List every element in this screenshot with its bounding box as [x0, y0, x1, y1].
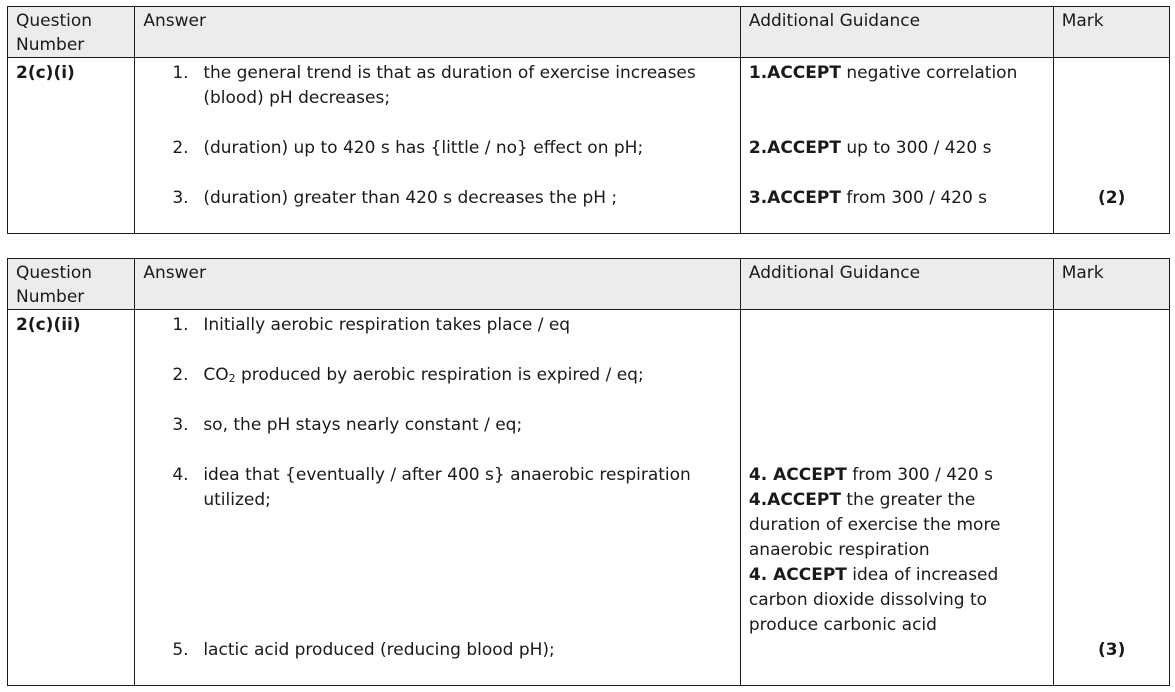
question-number: 2(c)(i): [16, 63, 75, 83]
mark-scheme-table-2ci: [7, 6, 1170, 234]
question-number: 2(c)(ii): [16, 315, 81, 335]
table-header-row: [8, 7, 1170, 58]
table-header-row: [8, 259, 1170, 310]
table-row: [8, 310, 1170, 686]
guidance-item: 4. ACCEPT idea of increased carbon dioxide dissolving to produce carbonic acid: [748, 565, 999, 635]
header-question-number: Question Number: [8, 259, 135, 310]
mark-value: (2): [1098, 188, 1126, 208]
table-row: [8, 58, 1170, 234]
mark-scheme-table-2cii: [7, 258, 1170, 686]
mark-value: (3): [1098, 640, 1126, 660]
header-mark: Mark: [1053, 7, 1169, 58]
guidance-item: 3.ACCEPT from 300 / 420 s: [748, 188, 988, 208]
answer-list: 1. the general trend is that as duration of exercise increases (blood) pH decreases; 2. (duration) up to 420 s has {little / no} effect on pH; 3. (duration) greater than 420 s decreases the pH ;: [172, 63, 696, 208]
header-answer: Answer: [135, 7, 741, 58]
header-guidance: Additional Guidance: [740, 259, 1053, 310]
header-answer: Answer: [135, 259, 741, 310]
header-guidance: Additional Guidance: [740, 7, 1053, 58]
guidance-list: [741, 310, 1053, 685]
header-question-number: Question Number: [8, 7, 135, 58]
guidance-list: [741, 58, 1053, 233]
header-mark: Mark: [1053, 259, 1169, 310]
guidance-item: 4.ACCEPT the greater the duration of exercise the more anaerobic respiration: [748, 490, 1001, 560]
guidance-item: 1.ACCEPT negative correlation: [748, 63, 1018, 83]
answer-list: 1. Initially aerobic respiration takes place / eq 2. $CO_2$ produced by aerobic respiration is expired / eq; 3. so, the pH stays nearly constant / eq; 4. idea that {eventually / after 400 s} anaerobic respiration utilized; 5. lactic acid produced (reducing blood pH);: [172, 315, 691, 660]
guidance-item: 2.ACCEPT up to 300 / 420 s: [748, 138, 992, 158]
guidance-item: 4. ACCEPT from 300 / 420 s: [748, 465, 993, 485]
